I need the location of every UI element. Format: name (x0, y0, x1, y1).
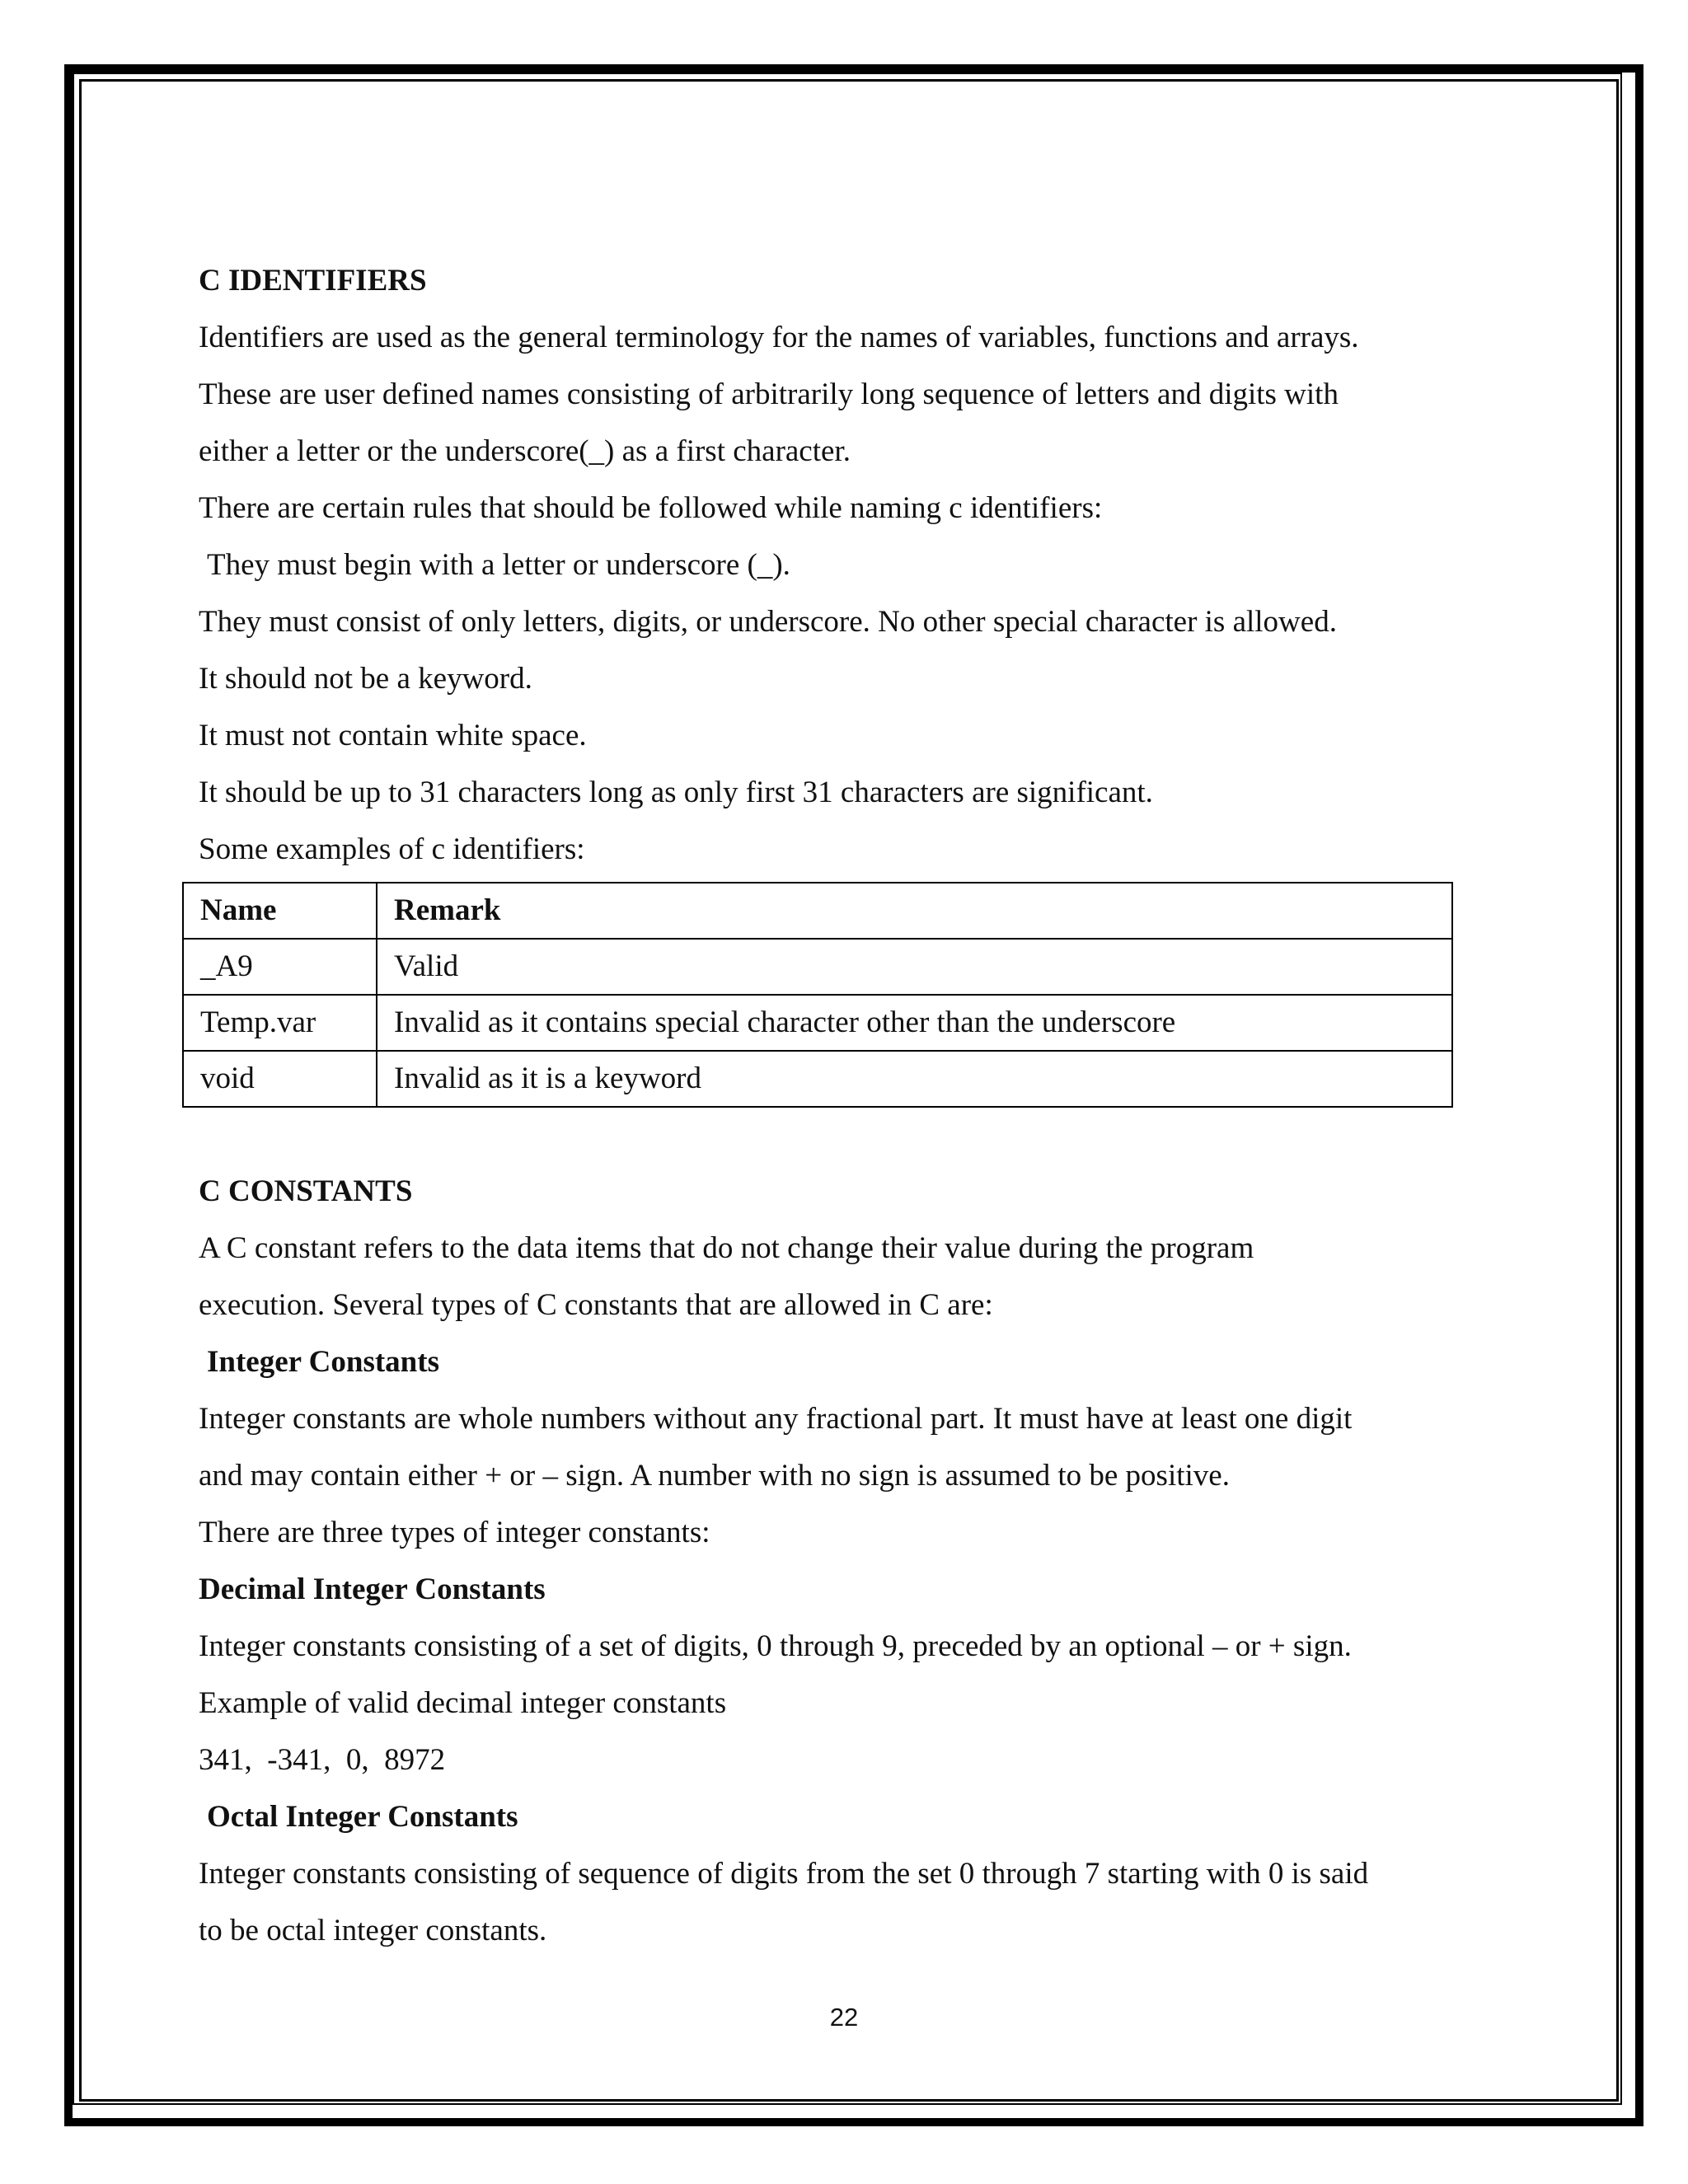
paragraph-line: to be octal integer constants. (199, 1914, 547, 1947)
paragraph-line: Identifiers are used as the general terminology for the names of variables, functions and arrays. (199, 321, 1359, 354)
subheading-decimal-integer-constants: Decimal Integer Constants (199, 1572, 546, 1606)
table-cell-name: void (183, 1051, 377, 1107)
table-cell-remark: Invalid as it is a keyword (377, 1051, 1452, 1107)
table-row (183, 1051, 1452, 1107)
table-header-remark: Remark (377, 883, 1452, 939)
subheading-integer-constants: Integer Constants (207, 1345, 439, 1379)
section-title-constants: C CONSTANTS (199, 1174, 413, 1208)
paragraph-line: These are user defined names consisting of arbitrarily long sequence of letters and digits with (199, 377, 1339, 411)
rule-item: It should not be a keyword. (199, 662, 532, 696)
rule-item: They must begin with a letter or underscore (_). (207, 548, 790, 582)
subheading-octal-integer-constants: Octal Integer Constants (207, 1800, 518, 1834)
example-values: 341, -341, 0, 8972 (199, 1743, 446, 1777)
identifiers-section (199, 252, 1484, 878)
paragraph-line: Integer constants consisting of sequence of digits from the set 0 through 7 starting with 0 is said (199, 1857, 1369, 1891)
paragraph-line: A C constant refers to the data items that do not change their value during the program (199, 1231, 1254, 1265)
paragraph-line: Example of valid decimal integer constants (199, 1686, 727, 1720)
paragraph-line: Integer constants are whole numbers without any fractional part. It must have at least one digit (199, 1402, 1353, 1436)
paragraph-line: There are certain rules that should be followed while naming c identifiers: (199, 491, 1103, 525)
table-cell-name: _A9 (183, 939, 377, 995)
paragraph-line: Some examples of c identifiers: (199, 832, 585, 866)
table-row (183, 995, 1452, 1051)
table-row (183, 939, 1452, 995)
rule-item: They must consist of only letters, digits, or underscore. No other special character is allowed. (199, 605, 1337, 639)
identifier-examples-table (182, 882, 1453, 1108)
rule-item: It must not contain white space. (199, 719, 587, 752)
paragraph-line: and may contain either + or – sign. A number with no sign is assumed to be positive. (199, 1459, 1230, 1493)
table-cell-remark: Valid (377, 939, 1452, 995)
table-cell-remark: Invalid as it contains special character other than the underscore (377, 995, 1452, 1051)
paragraph-line: either a letter or the underscore(_) as a first character. (199, 434, 851, 468)
constants-section (199, 1163, 1484, 1959)
page-number: 22 (829, 2003, 859, 2032)
table-cell-name: Temp.var (183, 995, 377, 1051)
table-header-name: Name (183, 883, 377, 939)
rule-item: It should be up to 31 characters long as only first 31 characters are significant. (199, 776, 1153, 809)
paragraph-line: Integer constants consisting of a set of digits, 0 through 9, preceded by an optional – or + sign. (199, 1629, 1352, 1663)
section-title-identifiers: C IDENTIFIERS (199, 264, 427, 298)
paragraph-line: execution. Several types of C constants that are allowed in C are: (199, 1288, 993, 1322)
paragraph-line: There are three types of integer constants: (199, 1516, 710, 1549)
table-header-row (183, 883, 1452, 939)
